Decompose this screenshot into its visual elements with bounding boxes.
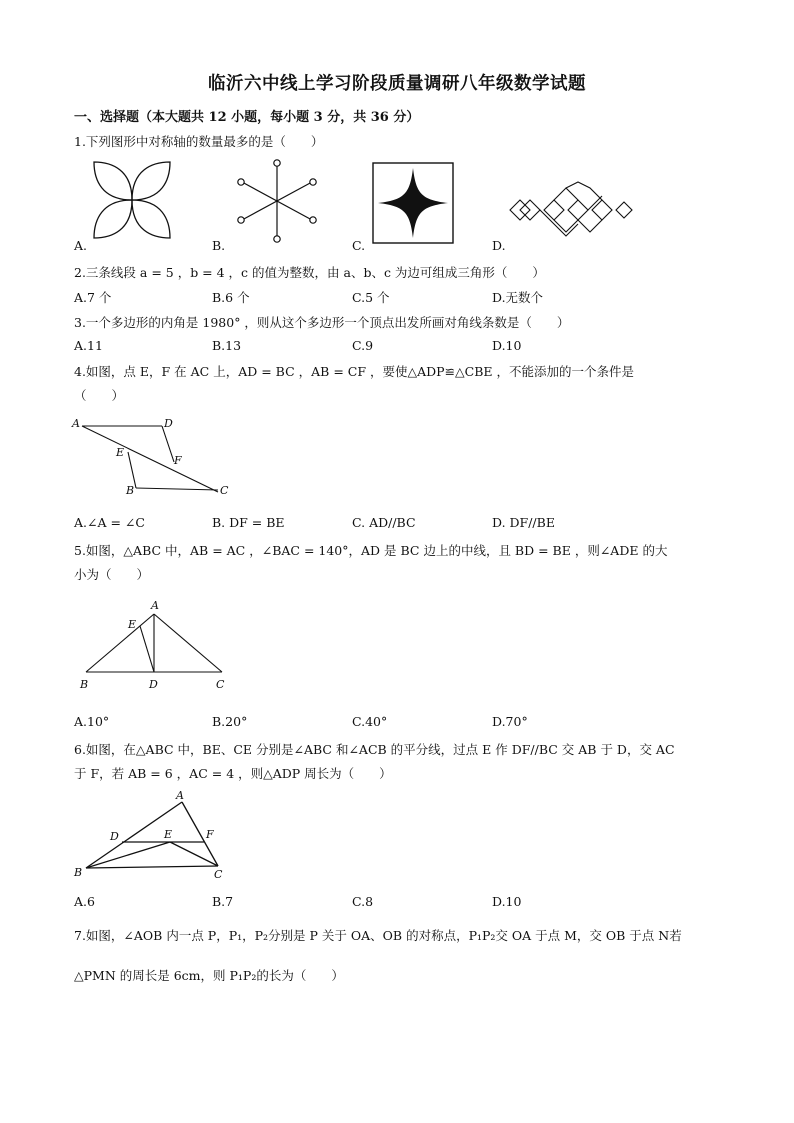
q1-option-a: A. — [74, 238, 88, 253]
q3-option-c: C.9 — [352, 338, 374, 353]
q2-option-a: A.7 个 — [74, 290, 112, 305]
q6-option-c: C.8 — [352, 894, 374, 909]
q1-figure-b-star-lines — [236, 158, 318, 244]
question-3-stem: 3.一个多边形的内角是 1980° ，则从这个多边形一个顶点出发所画对角线条数是（ ） — [74, 315, 570, 330]
q5-label-a: A — [151, 599, 159, 612]
q5-option-b: B.20° — [212, 714, 248, 729]
q1-figure-c-square-star — [372, 162, 454, 244]
section-heading: 一、选择题（本大题共 12 小题，每小题 3 分，共 36 分） — [74, 110, 420, 125]
q1-option-c: C. — [352, 238, 366, 253]
q4-option-b: B. DF = BE — [212, 515, 285, 530]
q6-label-a: A — [176, 789, 184, 802]
question-6-stem-line1: 6.如图，在△ABC 中，BE、CE 分别是∠ABC 和∠ACB 的平分线，过点 E 作 DF//BC 交 AB 于 D，交 AC — [74, 742, 675, 757]
q6-label-b: B — [74, 866, 83, 879]
q3-option-d: D.10 — [492, 338, 522, 353]
question-5-stem-line1: 5.如图，△ABC 中，AB = AC ，∠BAC = 140°，AD 是 BC 边上的中线，且 BD = BE ，则∠ADE 的大 — [74, 543, 668, 558]
q4-label-f: F — [174, 454, 182, 467]
question-5-stem-line2: 小为（ ） — [74, 567, 150, 582]
question-4-stem-line2: （ ） — [74, 388, 125, 403]
q6-label-d: D — [110, 830, 119, 843]
q4-option-a: A.∠A = ∠C — [74, 515, 145, 530]
q3-option-b: B.13 — [212, 338, 242, 353]
question-6-stem-line2: 于 F，若 AB = 6 ，AC = 4 ，则△ADP 周长为（ ） — [74, 766, 392, 781]
question-7-stem-line2: △PMN 的周长是 6cm，则 P₁P₂的长为（ ） — [74, 968, 344, 983]
q4-option-d: D. DF//BE — [492, 515, 555, 530]
q5-option-a: A.10° — [74, 714, 110, 729]
q5-figure — [74, 596, 234, 692]
q1-figure-d-diamond-chain — [508, 184, 636, 240]
q6-option-d: D.10 — [492, 894, 522, 909]
q6-label-c: C — [214, 868, 223, 881]
question-2-stem: 2.三条线段 a = 5 ，b = 4 ，c 的值为整数，由 a、b、c 为边可组成三角形（ ） — [74, 265, 545, 280]
q6-label-f: F — [206, 828, 214, 841]
q4-label-c: C — [220, 484, 229, 497]
q5-label-c: C — [216, 678, 225, 691]
q1-figure-a-four-petal — [92, 160, 172, 240]
q5-label-d: D — [149, 678, 158, 691]
q4-label-a: A — [72, 417, 80, 430]
q1-option-b: B. — [212, 238, 226, 253]
q6-option-b: B.7 — [212, 894, 234, 909]
q3-option-a: A.11 — [74, 338, 103, 353]
question-1-stem: 1.下列图形中对称轴的数量最多的是（ ） — [74, 134, 324, 149]
q4-option-c: C. AD//BC — [352, 515, 416, 530]
q6-label-e: E — [164, 828, 173, 841]
q4-figure — [70, 414, 240, 504]
q6-figure — [72, 788, 232, 884]
q6-option-a: A.6 — [74, 894, 95, 909]
q1-option-d: D. — [492, 238, 506, 253]
q2-option-c: C.5 个 — [352, 290, 390, 305]
question-7-stem-line1: 7.如图，∠AOB 内一点 P，P₁，P₂分别是 P 关于 OA、OB 的对称点，P₁P₂交 OA 于点 M，交 OB 于点 N若 — [74, 928, 682, 943]
q5-option-c: C.40° — [352, 714, 388, 729]
question-4-stem-line1: 4.如图，点 E，F 在 AC 上，AD = BC ，AB = CF ，要使△ADP≌△CBE ，不能添加的一个条件是 — [74, 364, 634, 379]
q5-label-e: E — [128, 618, 137, 631]
q5-label-b: B — [80, 678, 89, 691]
page-title: 临沂六中线上学习阶段质量调研八年级数学试题 — [208, 74, 586, 94]
q4-label-b: B — [126, 484, 135, 497]
q2-option-b: B.6 个 — [212, 290, 250, 305]
q5-option-d: D.70° — [492, 714, 528, 729]
q4-label-e: E — [116, 446, 125, 459]
q2-option-d: D.无数个 — [492, 290, 544, 305]
q4-label-d: D — [164, 417, 173, 430]
